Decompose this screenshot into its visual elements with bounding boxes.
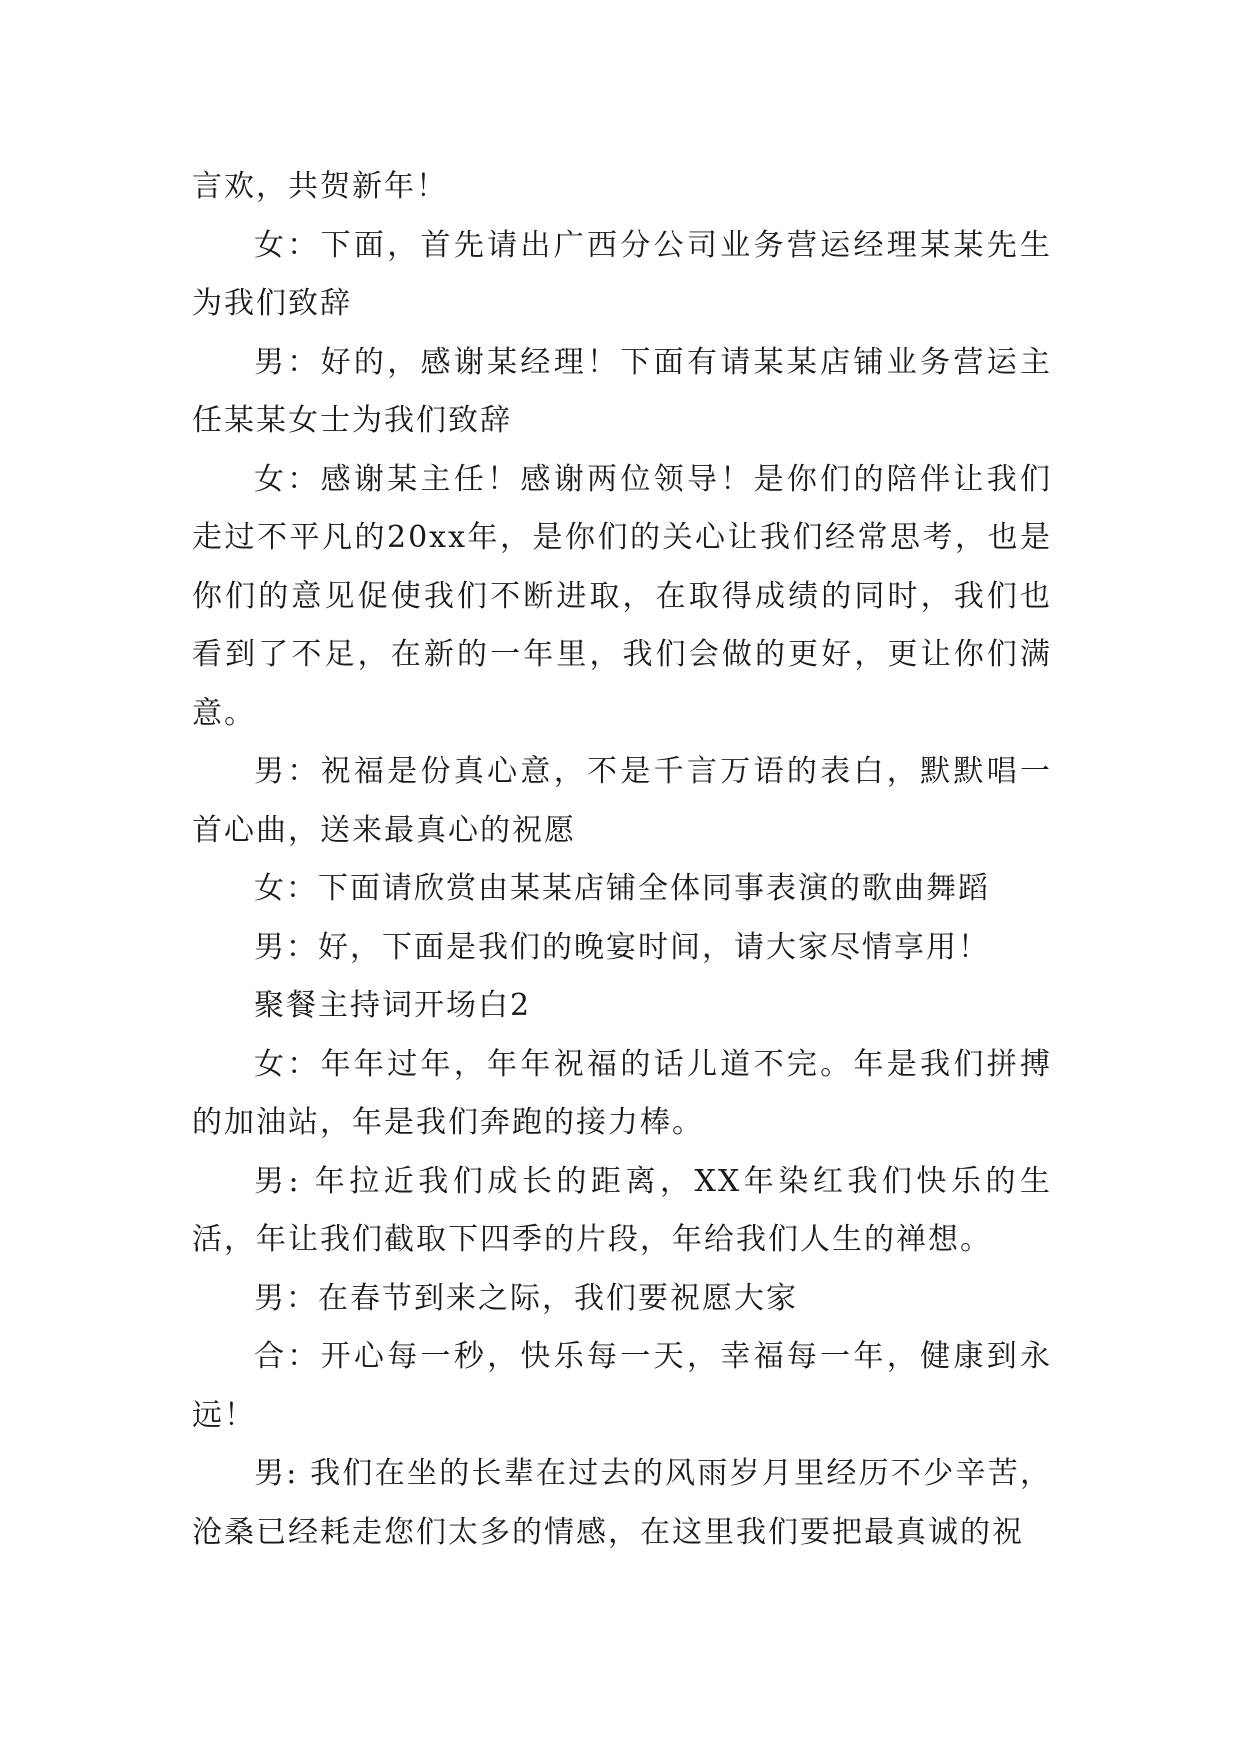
paragraph: 女：感谢某主任！感谢两位领导！是你们的陪伴让我们走过不平凡的20xx年，是你们的关心让我们经常思考，也是你们的意见促使我们不断进取，在取得成绩的同时，我们也看到了不足，在新的一年里，我们会做的更好，更让你们满意。 [192,461,1052,731]
paragraph: 男: 年拉近我们成长的距离，XX年染红我们快乐的生活，年让我们截取下四季的片段，年给我们人生的禅想。 [192,1163,1052,1257]
paragraph: 男：好，下面是我们的晚宴时间，请大家尽情享用！ [254,929,990,965]
paragraph: 男: 我们在坐的长辈在过去的风雨岁月里经历不少辛苦，沧桑已经耗走您们太多的情感，在这里我们要把最真诚的祝 [192,1456,1052,1550]
paragraph: 男：在春节到来之际，我们要祝愿大家 [254,1280,798,1316]
document-body [192,158,1052,1562]
paragraph: 男：好的，感谢某经理！下面有请某某店铺业务营运主任某某女士为我们致辞 [192,344,1052,438]
section-heading: 聚餐主持词开场白2 [254,988,532,1023]
paragraph: 女：年年过年，年年祝福的话儿道不完。年是我们拼搏的加油站，年是我们奔跑的接力棒。 [192,1046,1052,1140]
paragraph: 女：下面，首先请出广西分公司业务营运经理某某先生为我们致辞 [192,227,1052,321]
paragraph: 言欢，共贺新年！ [192,169,448,204]
paragraph: 男：祝福是份真心意，不是千言万语的表白，默默唱一首心曲，送来最真心的祝愿 [192,754,1052,848]
paragraph: 女：下面请欣赏由某某店铺全体同事表演的歌曲舞蹈 [254,871,990,906]
paragraph: 合：开心每一秒，快乐每一天，幸福每一年，健康到永远！ [192,1339,1052,1433]
